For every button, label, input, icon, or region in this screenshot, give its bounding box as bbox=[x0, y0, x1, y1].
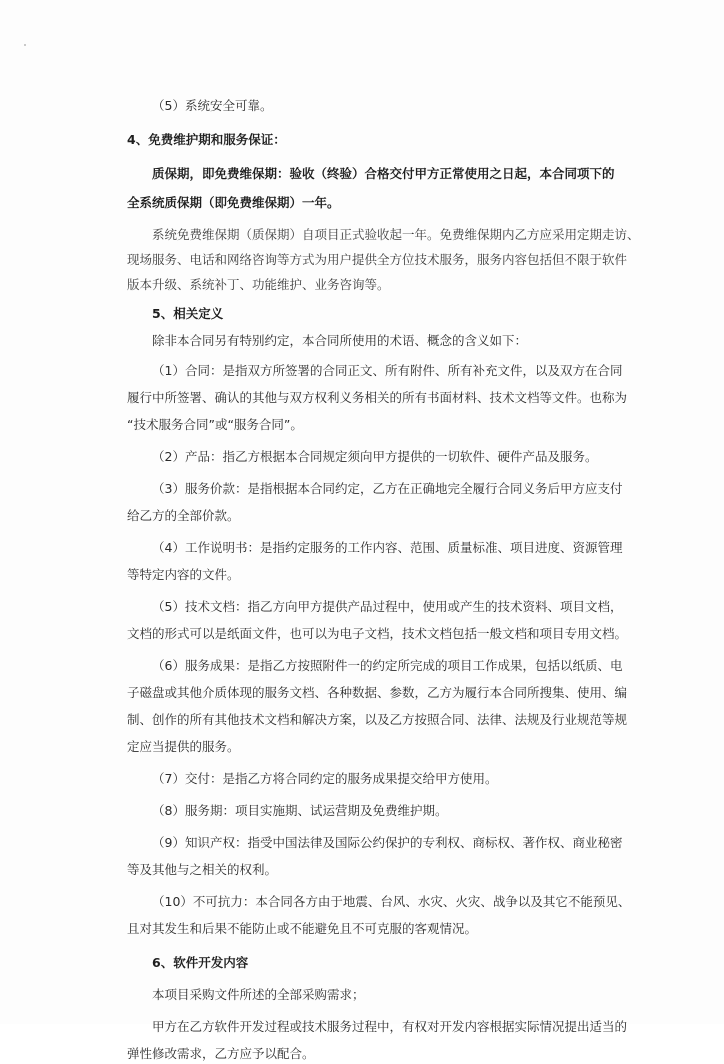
section-heading-6: 6、软件开发内容 bbox=[152, 955, 249, 970]
definition-force-majeure-line: （10）不可抗力：本合同各方由于地震、台风、水灾、火灾、战争以及其它不能预见、 bbox=[152, 894, 631, 909]
definition-technical-document-line: （5）技术文档：指乙方向甲方提供产品过程中，使用或产生的技术资料、项目文档， bbox=[152, 599, 623, 614]
definition-service-result-line: 定应当提供的服务。 bbox=[127, 739, 240, 754]
warranty-paragraph-line: 质保期，即免费维保期：验收（终验）合格交付甲方正常使用之日起，本合同项下的 bbox=[152, 166, 615, 181]
warranty-paragraph-line: 全系统质保期（即免费维保期）一年。 bbox=[127, 195, 340, 210]
section-heading-4: 4、免费维护期和服务保证： bbox=[127, 132, 286, 147]
maintenance-paragraph-line: 现场服务、电话和网络咨询等方式为用户提供全方位技术服务，服务内容包括但不限于软件 bbox=[127, 252, 628, 267]
definition-ip-line: （9）知识产权：指受中国法律及国际公约保护的专利权、商标权、著作权、商业秘密 bbox=[152, 835, 623, 850]
maintenance-paragraph-line: 版本升级、系统补丁、功能维护、业务咨询等。 bbox=[127, 277, 390, 292]
software-scope-line: 本项目采购文件所述的全部采购需求； bbox=[152, 987, 365, 1002]
document-body bbox=[127, 96, 640, 1064]
definition-service-period: （8）服务期：项目实施期、试运营期及免费维护期。 bbox=[152, 803, 448, 818]
definition-service-price-line: （3）服务价款：是指根据本合同约定，乙方在正确地完全履行合同义务后甲方应支付 bbox=[152, 481, 623, 496]
definition-delivery: （7）交付：是指乙方将合同约定的服务成果提交给甲方使用。 bbox=[152, 771, 498, 786]
definition-technical-document-line: 文档的形式可以是纸面文件，也可以为电子文档，技术文档包括一般文档和项目专用文档。 bbox=[127, 626, 628, 641]
definitions-intro: 除非本合同另有特别约定，本合同所使用的术语、概念的含义如下： bbox=[152, 333, 528, 348]
definition-work-statement-line: 等特定内容的文件。 bbox=[127, 567, 240, 582]
section-heading-5: 5、相关定义 bbox=[152, 306, 224, 321]
scan-speck bbox=[24, 44, 26, 46]
definition-service-result-line: （6）服务成果：是指乙方按照附件一的约定所完成的项目工作成果，包括以纸质、电 bbox=[152, 658, 623, 673]
software-change-line: 弹性修改需求，乙方应予以配合。 bbox=[127, 1046, 315, 1061]
definition-contract-line: （1）合同：是指双方所签署的合同正文、所有附件、所有补充文件，以及双方在合同 bbox=[152, 363, 623, 378]
maintenance-paragraph-line: 系统免费维保期（质保期）自项目正式验收起一年。免费维保期内乙方应采用定期走访、 bbox=[152, 227, 640, 242]
definition-contract-line: “技术服务合同”或“服务合同”。 bbox=[127, 417, 303, 432]
software-change-line: 甲方在乙方软件开发过程或技术服务过程中，有权对开发内容根据实际情况提出适当的 bbox=[152, 1019, 628, 1034]
definition-service-result-line: 制、创作的所有其他技术文档和解决方案，以及乙方按照合同、法律、法规及行业规范等规 bbox=[127, 712, 628, 727]
definition-service-result-line: 子磁盘或其他介质体现的服务文档、各种数据、参数，乙方为履行本合同所搜集、使用、编 bbox=[127, 685, 628, 700]
definition-force-majeure-line: 且对其发生和后果不能防止或不能避免且不可克服的客观情况。 bbox=[127, 921, 478, 936]
definition-service-price-line: 给乙方的全部价款。 bbox=[127, 508, 240, 523]
item-system-security: （5）系统安全可靠。 bbox=[152, 98, 273, 113]
definition-product: （2）产品：指乙方根据本合同规定须向甲方提供的一切软件、硬件产品及服务。 bbox=[152, 449, 598, 464]
definition-contract-line: 履行中所签署、确认的其他与双方权利义务相关的所有书面材料、技术文档等文件。也称为 bbox=[127, 390, 628, 405]
definition-work-statement-line: （4）工作说明书：是指约定服务的工作内容、范围、质量标准、项目进度、资源管理 bbox=[152, 540, 623, 555]
definition-ip-line: 等及其他与之相关的权利。 bbox=[127, 862, 278, 877]
